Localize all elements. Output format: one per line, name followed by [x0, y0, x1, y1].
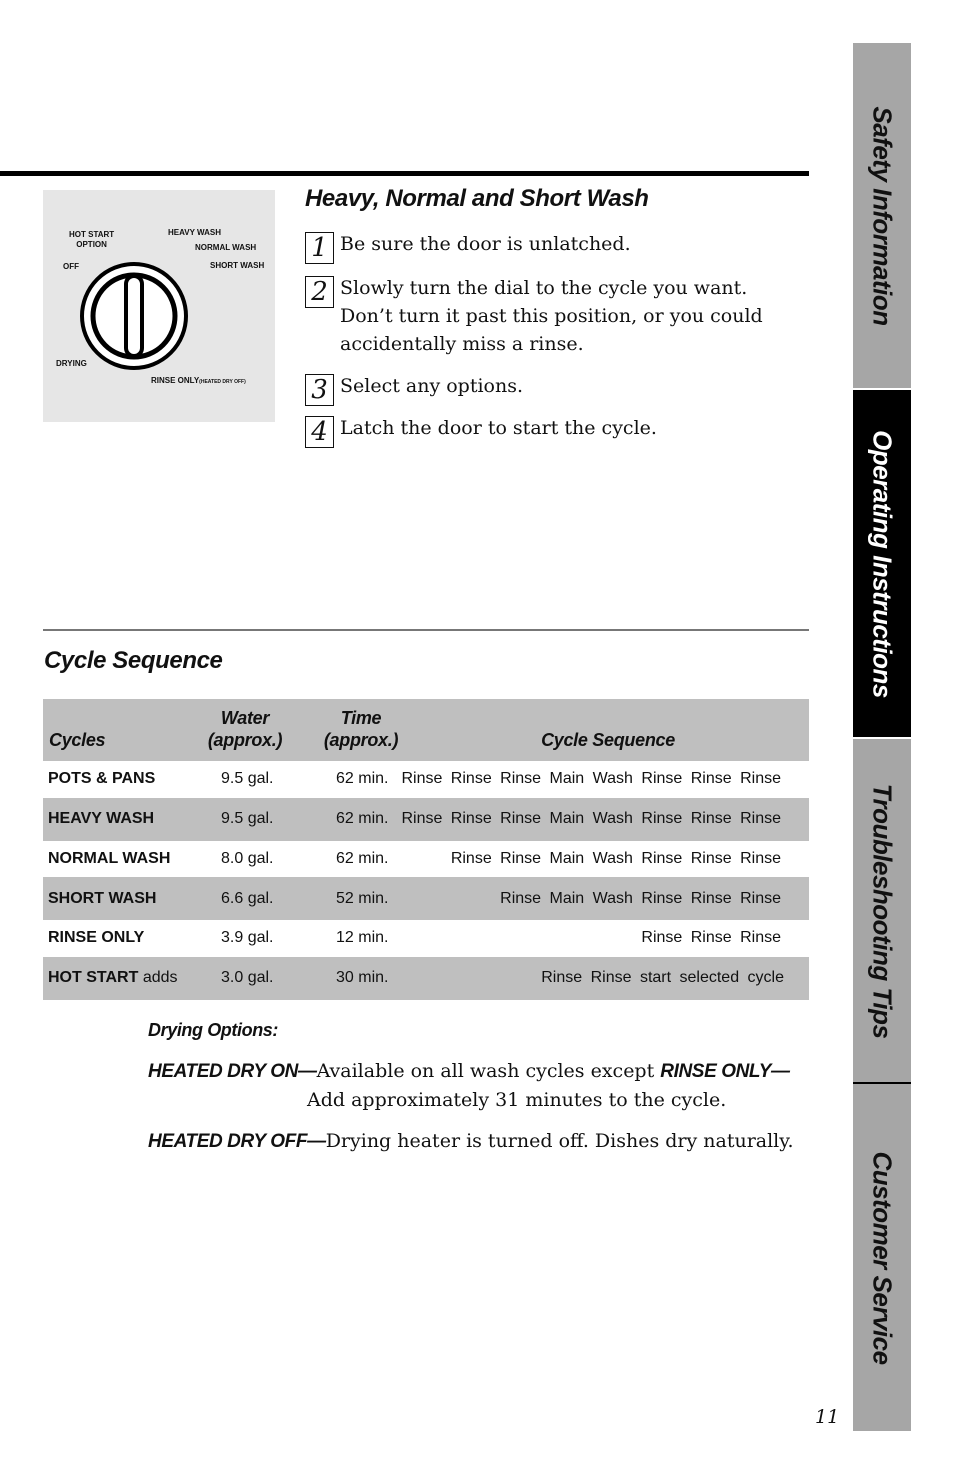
drying-options-title: Drying Options: [148, 1020, 278, 1040]
water-amount: 9.5 gal. [221, 770, 274, 788]
tab-troubleshooting-tips[interactable] [853, 739, 911, 1082]
cycle-name: RINSE ONLY [48, 929, 145, 947]
table-row [43, 920, 809, 957]
dial-knob-icon [78, 260, 190, 372]
header-water: Water (approx.) [207, 708, 283, 750]
step-text: Select any options. [340, 375, 524, 397]
tab-label: Troubleshooting Tips [867, 783, 898, 1038]
cycle-name: SHORT WASH [48, 889, 157, 907]
water-amount: 8.0 gal. [221, 849, 274, 867]
table-row [43, 841, 809, 878]
top-rule [0, 171, 809, 176]
tab-label: Customer Service [867, 1150, 898, 1365]
wash-section-title: Heavy, Normal and Short Wash [305, 185, 649, 212]
dial-label-heavy-wash: HEAVY WASH [168, 228, 222, 237]
step-number: 1 [305, 232, 334, 264]
cycle-steps: Rinse Rinse start selected cycle [541, 969, 784, 986]
dial-label-off: OFF [63, 262, 79, 271]
heated-dry-off-paragraph [148, 1127, 798, 1156]
cycle-dial-illustration [43, 190, 275, 422]
table-row [43, 798, 809, 841]
cycle-time: 30 min. [336, 969, 389, 986]
step-text: Slowly turn the dial to the cycle you want. Don’t turn it past this position, or you could accidentally miss a rinse. [340, 277, 763, 355]
cycle-steps: Rinse Rinse Rinse Main Wash Rinse Rinse Rinse [401, 810, 781, 827]
cycle-sequence-title: Cycle Sequence [44, 647, 223, 674]
cycle-steps: Rinse Rinse Main Wash Rinse Rinse Rinse [450, 849, 781, 867]
tab-label: Operating Instructions [867, 429, 898, 698]
cycle-name: HOT START adds [48, 969, 178, 986]
heated-dry-on-text-c: approximately 31 minutes to the cycle. [351, 1089, 727, 1111]
water-amount: 3.0 gal. [221, 969, 274, 986]
dial-label-drying: DRYING [56, 359, 87, 368]
table-row [43, 877, 809, 920]
heated-dry-on-label: HEATED DRY ON— [148, 1061, 317, 1082]
dial-label-short-wash: SHORT WASH [210, 261, 265, 270]
cycle-name: NORMAL WASH [48, 849, 171, 867]
cycle-steps: Rinse Main Wash Rinse Rinse Rinse [500, 889, 781, 907]
tab-customer-service[interactable] [853, 1084, 911, 1431]
water-amount: 3.9 gal. [221, 929, 274, 947]
dial-label-normal-wash: NORMAL WASH [195, 243, 257, 252]
cycle-time: 62 min. [336, 849, 389, 867]
dial-label-rinse-only: RINSE ONLY(HEATED DRY OFF) [151, 376, 246, 385]
cycle-name: POTS & PANS [48, 770, 156, 788]
tab-operating-instructions[interactable] [853, 390, 911, 737]
step-text: Be sure the door is unlatched. [340, 233, 631, 255]
header-cycles: Cycles [49, 730, 106, 750]
heated-dry-on-text-b: Add [307, 1089, 346, 1111]
table-row [43, 957, 809, 1000]
cycle-time: 12 min. [336, 929, 389, 947]
step-number: 3 [305, 374, 334, 406]
cycle-time: 62 min. [336, 810, 389, 827]
header-time: Time (approx.) [323, 708, 399, 750]
cycle-name: HEAVY WASH [48, 810, 155, 827]
table-row [43, 761, 809, 798]
step-number: 2 [305, 276, 334, 308]
water-amount: 6.6 gal. [221, 889, 274, 907]
heated-dry-on-paragraph [148, 1057, 798, 1115]
heated-dry-off-text: Drying heater is turned off. Dishes dry naturally. [325, 1130, 794, 1152]
cycle-sequence-table [43, 699, 809, 1000]
tab-safety-information[interactable] [853, 43, 911, 388]
table-header [43, 699, 809, 761]
step-text: Latch the door to start the cycle. [340, 417, 657, 439]
rinse-only-label: RINSE ONLY— [660, 1061, 790, 1082]
page-number: 11 [815, 1406, 840, 1428]
cycle-time: 52 min. [336, 889, 389, 907]
cycle-time: 62 min. [336, 770, 389, 788]
step-number: 4 [305, 416, 334, 448]
drying-options [148, 1020, 798, 1156]
heated-dry-on-text-a: Available on all wash cycles except [316, 1060, 661, 1082]
heated-dry-off-label: HEATED DRY OFF— [148, 1131, 326, 1152]
cycle-steps: Rinse Rinse Rinse [641, 929, 781, 947]
water-amount: 9.5 gal. [221, 810, 274, 827]
dial-label-hot-start: HOT START OPTION [69, 230, 115, 249]
tab-label: Safety Information [867, 105, 898, 326]
cycle-steps: Rinse Rinse Rinse Main Wash Rinse Rinse Rinse [401, 770, 781, 788]
section-divider [43, 629, 809, 631]
header-sequence: Cycle Sequence [541, 730, 675, 750]
